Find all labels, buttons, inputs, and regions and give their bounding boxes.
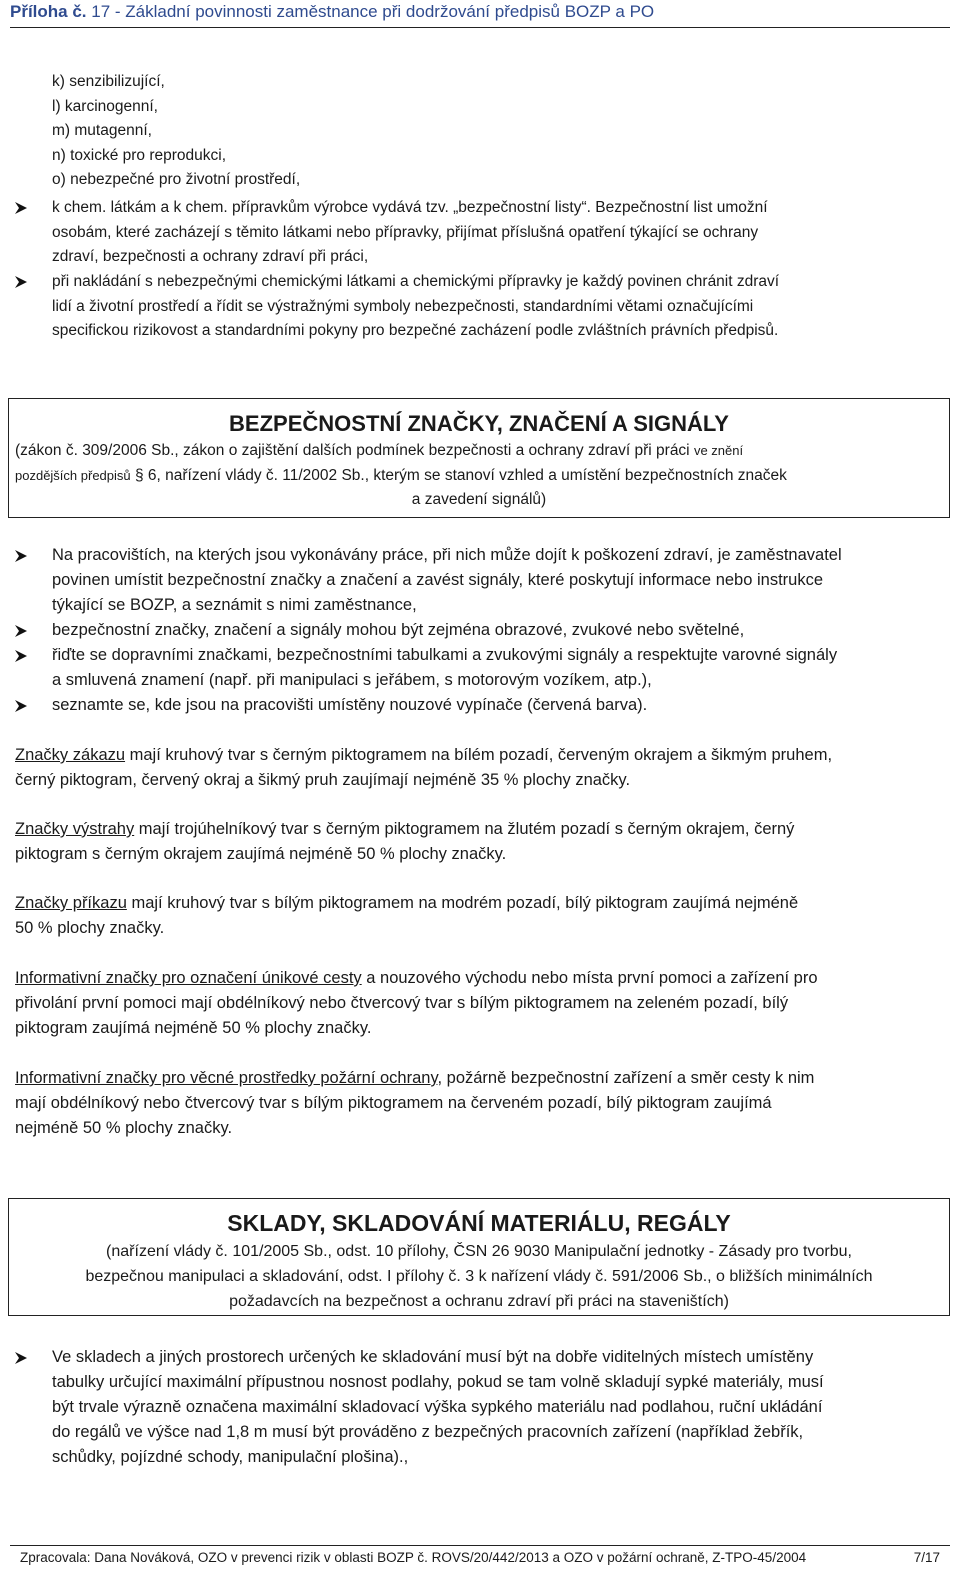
bullet-line: specifickou rizikovost a standardními pokyny pro bezpečné zacházení podle zvláštních právních předpisů. — [52, 322, 779, 339]
paragraph-text: a nouzového východu nebo místa první pomoci a zařízení pro — [361, 969, 818, 987]
bullet-line: osobám, které zacházejí s těmito látkami nebo přípravky, přijímat příslušná opatření týkající se ochrany — [52, 223, 759, 241]
chem-bullet-2 — [52, 270, 779, 344]
term: Informativní značky pro označení únikové cesty — [15, 969, 362, 987]
paragraph-line: přivolání první pomoci mají obdélníkový nebo čtvercový tvar s bílým piktogramem na zeleném pozadí, bílý — [15, 994, 789, 1012]
bullet-line: Ve skladech a jiných prostorech určených ke skladování musí být na dobře viditelných místech umístěny — [52, 1348, 814, 1366]
law-ref-small: pozdějších předpisů — [15, 467, 131, 483]
footer-text: Zpracovala: Dana Nováková, OZO v prevenci rizik v oblasti BOZP č. ROVS/20/442/2013 a OZO v požární ochraně, Z-TPO-45/2004 — [20, 1550, 807, 1565]
sign-paragraph-warning — [15, 817, 794, 867]
arrowhead-bullet-icon — [14, 201, 28, 215]
bullet-line: bezpečnostní značky, značení a signály mohou být zejména obrazové, zvukové nebo světelné, — [52, 621, 745, 639]
paragraph-line: mají obdélníkový nebo čtvercový tvar s bílým piktogramem na červeném pozadí, bílý piktogram zaujímá — [15, 1094, 772, 1112]
paragraph-line: nejméně 50 % plochy značky. — [15, 1119, 233, 1137]
arrowhead-bullet-icon — [14, 649, 28, 663]
bullet-line: k chem. látkám a k chem. přípravkům výrobce vydává tzv. „bezpečnostní listy“. Bezpečnostní list umožní — [52, 199, 768, 216]
section-title: BEZPEČNOSTNÍ ZNAČKY, ZNAČENÍ A SIGNÁLY — [229, 411, 729, 436]
bullet-line: týkající se BOZP, a seznámit s nimi zaměstnance, — [52, 596, 417, 614]
paragraph-line: piktogram zaujímá nejméně 50 % plochy značky. — [15, 1019, 372, 1037]
bullet-line: a smluvená znamení (např. při manipulaci s jeřábem, s motorovým vozíkem, atp.), — [52, 671, 652, 689]
sign-paragraph-fire — [15, 1066, 814, 1141]
sign-bullet-2 — [52, 618, 744, 643]
hazard-list — [52, 70, 300, 193]
bullet-line: řiďte se dopravními značkami, bezpečnostními tabulkami a zvukovými signály a respektujte varovné signály — [52, 646, 838, 664]
bullet-line: schůdky, pojízdné schody, manipulační plošina)., — [52, 1448, 409, 1466]
bullet-line: zdraví, bezpečnosti a ochrany zdraví při práci, — [52, 248, 369, 265]
paragraph-text: , požárně bezpečnostní zařízení a směr cesty k nim — [437, 1069, 815, 1087]
box-line: bezpečnou manipulaci a skladování, odst. I přílohy č. 3 k nařízení vlády č. 591/2006 Sb., o bližších minimálních — [85, 1268, 873, 1285]
list-item: n) toxické pro reprodukci, — [52, 146, 227, 164]
arrowhead-bullet-icon — [14, 549, 28, 563]
law-ref-small: ve znění — [693, 443, 744, 458]
list-item: l) karcinogenní, — [52, 97, 158, 115]
bullet-line: lidí a životní prostředí a řídit se výstražnými symboly nebezpečnosti, standardními větami označujícími — [52, 297, 754, 315]
arrowhead-bullet-icon — [14, 624, 28, 638]
arrowhead-bullet-icon — [14, 275, 28, 289]
term: Značky výstrahy — [15, 820, 135, 838]
header-title: 17 - Základní povinnosti zaměstnance při dodržování předpisů BOZP a PO — [86, 2, 655, 21]
bullet-line: seznamte se, kde jsou na pracovišti umístěny nouzové vypínače (červená barva). — [52, 696, 648, 714]
bullet-line: povinen umístit bezpečnostní značky a značení a zavést signály, které poskytují informace nebo instrukce — [52, 571, 824, 589]
list-item: o) nebezpečné pro životní prostředí, — [52, 171, 301, 188]
header-label: Příloha č. — [10, 2, 87, 21]
law-ref: (zákon č. 309/2006 Sb., zákon o zajištění dalších podmínek bezpečnosti a ochrany zdraví při práci — [15, 442, 694, 459]
arrowhead-bullet-icon — [14, 1351, 28, 1365]
footer-rule — [10, 1545, 950, 1546]
storage-box — [8, 1198, 950, 1316]
chem-bullet-1 — [52, 196, 768, 270]
sign-bullet-3 — [52, 643, 837, 693]
box-line — [9, 464, 949, 489]
box-line: (nařízení vlády č. 101/2005 Sb., odst. 10 přílohy, ČSN 26 9030 Manipulační jednotky - Zásady pro tvorbu, — [106, 1243, 852, 1260]
bullet-line: Na pracovištích, na kterých jsou vykonávány práce, při nich může dojít k poškození zdraví, je zaměstnavatel — [52, 546, 842, 564]
box-line: požadavcích na bezpečnost a ochranu zdraví při práci na staveništích) — [229, 1293, 729, 1310]
sign-paragraph-mandatory — [15, 891, 798, 941]
sign-paragraph-escape — [15, 966, 818, 1041]
section-title: SKLADY, SKLADOVÁNÍ MATERIÁLU, REGÁLY — [227, 1210, 731, 1236]
page-footer — [20, 1548, 940, 1568]
term: Značky příkazu — [15, 894, 127, 912]
page-number: 7/17 — [913, 1550, 940, 1565]
page-header — [10, 0, 950, 26]
paragraph-text: mají trojúhelníkový tvar s černým piktogramem na žlutém pozadí s černým okrajem, černý — [134, 820, 795, 838]
arrowhead-bullet-icon — [14, 699, 28, 713]
list-item: k) senzibilizující, — [52, 73, 165, 90]
bullet-line: do regálů ve výšce nad 1,8 m musí být prováděno z bezpečných pracovních zařízení (například žebřík, — [52, 1423, 804, 1441]
header-rule — [10, 27, 950, 28]
paragraph-text: mají kruhový tvar s bílým piktogramem na modrém pozadí, bílý piktogram zaujímá nejméně — [126, 894, 799, 912]
paragraph-line: černý piktogram, červený okraj a šikmý pruh zaujímají nejméně 35 % plochy značky. — [15, 771, 631, 789]
paragraph-line: 50 % plochy značky. — [15, 919, 165, 937]
storage-bullet — [52, 1345, 824, 1470]
bullet-line: být trvale výrazně označena maximální skladovací výška sypkého materiálu nad podlahou, ruční ukládání — [52, 1398, 823, 1416]
sign-bullet-4 — [52, 693, 647, 718]
sign-paragraph-prohibition — [15, 743, 832, 793]
paragraph-text: mají kruhový tvar s černým piktogramem na bílém pozadí, červeným okrajem a šikmým pruhem, — [125, 746, 833, 764]
bullet-line: tabulky určující maximální přípustnou nosnost podlahy, pokud se tam volně skladují sypké materiály, musí — [52, 1373, 824, 1391]
paragraph-line: piktogram s černým okrajem zaujímá nejméně 50 % plochy značky. — [15, 845, 507, 863]
safety-signs-box — [8, 398, 950, 518]
sign-bullet-1 — [52, 543, 842, 618]
box-line — [9, 439, 949, 464]
law-ref: § 6, nařízení vlády č. 11/2002 Sb., kterým se stanoví vzhled a umístění bezpečnostních značek — [130, 466, 787, 484]
bullet-line: při nakládání s nebezpečnými chemickými látkami a chemickými přípravky je každý povinen chránit zdraví — [52, 273, 780, 290]
term: Informativní značky pro věcné prostředky požární ochrany — [15, 1069, 438, 1087]
box-line: a zavedení signálů) — [411, 491, 547, 508]
term: Značky zákazu — [15, 746, 126, 764]
list-item: m) mutagenní, — [52, 122, 152, 139]
